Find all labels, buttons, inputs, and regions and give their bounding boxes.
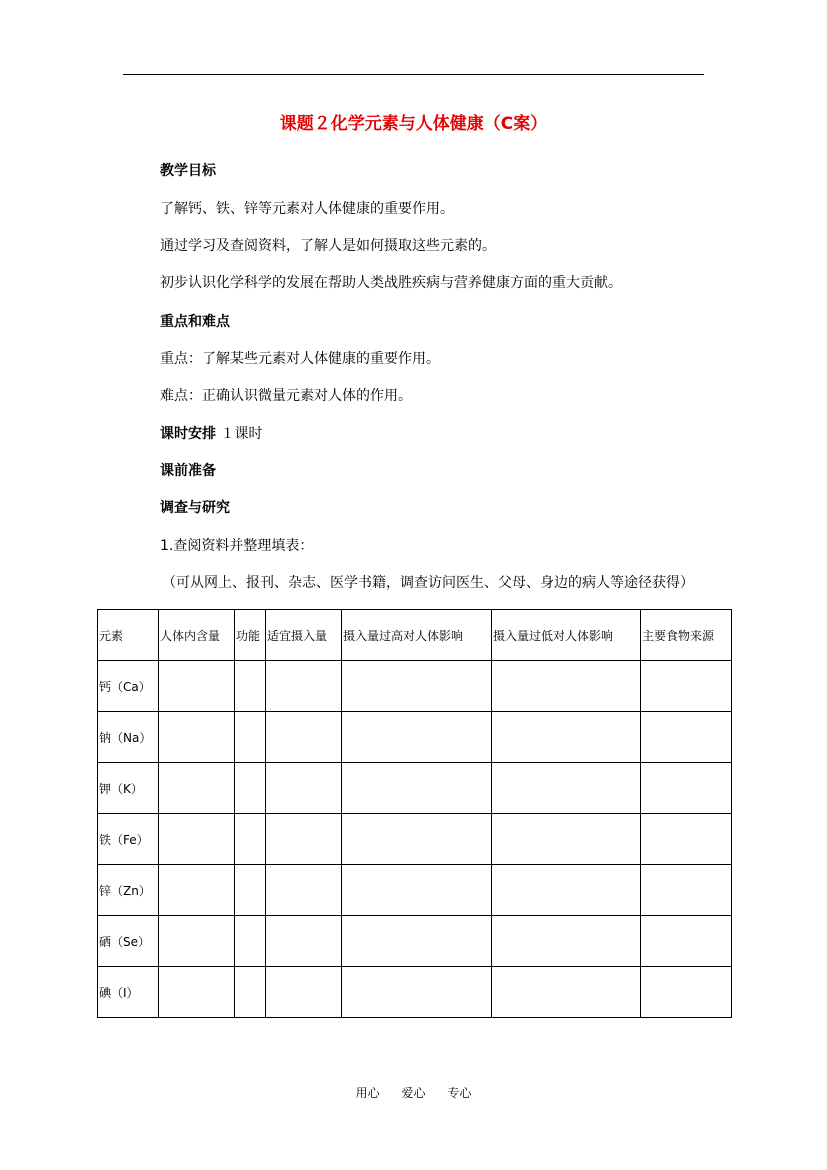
table-row [98,763,732,814]
element-cell: 铁（Fe） [98,814,159,865]
element-cell: 硒（Se） [98,916,159,967]
element-cell: 钙（Ca） [98,661,159,712]
blank-cell[interactable] [159,865,235,916]
objectives-heading: 教学目标 [160,163,216,179]
blank-cell[interactable] [235,865,266,916]
header-cell: 摄入量过高对人体影响 [342,610,492,661]
header-rule [123,74,704,75]
task-instruction: 1.查阅资料并整理填表： [160,538,314,554]
blank-cell[interactable] [492,916,641,967]
blank-cell[interactable] [235,967,266,1018]
element-cell: 钾（K） [98,763,159,814]
table-header-row [98,610,732,661]
objective-2: 通过学习及查阅资料，了解人是如何摄取这些元素的。 [160,238,496,254]
blank-cell[interactable] [235,814,266,865]
blank-cell[interactable] [641,712,732,763]
blank-cell[interactable] [492,763,641,814]
table-row [98,712,732,763]
footer-text: 专心 [447,1086,472,1100]
header-cell: 主要食物来源 [641,610,732,661]
blank-cell[interactable] [342,763,492,814]
footer-text: 用心 [355,1086,380,1100]
blank-cell[interactable] [492,712,641,763]
table-row [98,661,732,712]
header-cell: 元素 [98,610,159,661]
research-heading: 调查与研究 [160,500,230,516]
table-row [98,865,732,916]
schedule-line [160,425,262,443]
blank-cell[interactable] [641,763,732,814]
blank-cell[interactable] [159,916,235,967]
schedule-value: １课时 [220,426,263,442]
blank-cell[interactable] [235,661,266,712]
blank-cell[interactable] [266,763,342,814]
blank-cell[interactable] [641,916,732,967]
blank-cell[interactable] [641,661,732,712]
footer-text: 爱心 [401,1086,426,1100]
blank-cell[interactable] [159,763,235,814]
blank-cell[interactable] [492,967,641,1018]
header-cell: 功能 [235,610,266,661]
blank-cell[interactable] [342,967,492,1018]
blank-cell[interactable] [342,916,492,967]
element-cell: 钠（Na） [98,712,159,763]
blank-cell[interactable] [492,661,641,712]
blank-cell[interactable] [641,814,732,865]
blank-cell[interactable] [159,661,235,712]
table-row [98,916,732,967]
blank-cell[interactable] [266,865,342,916]
blank-cell[interactable] [342,661,492,712]
header-cell: 人体内含量 [159,610,235,661]
blank-cell[interactable] [235,712,266,763]
objective-3: 初步认识化学科学的发展在帮助人类战胜疾病与营养健康方面的重大贡献。 [160,275,622,291]
blank-cell[interactable] [492,814,641,865]
blank-cell[interactable] [266,712,342,763]
objective-1: 了解钙、铁、锌等元素对人体健康的重要作用。 [160,201,454,217]
blank-cell[interactable] [159,712,235,763]
blank-cell[interactable] [266,967,342,1018]
blank-cell[interactable] [342,712,492,763]
blank-cell[interactable] [266,814,342,865]
blank-cell[interactable] [641,967,732,1018]
element-table [97,609,732,1018]
blank-cell[interactable] [492,865,641,916]
blank-cell[interactable] [266,916,342,967]
blank-cell[interactable] [266,661,342,712]
page-footer [0,1085,827,1101]
blank-cell[interactable] [235,763,266,814]
key-point: 重点：了解某些元素对人体健康的重要作用。 [160,351,440,367]
blank-cell[interactable] [342,814,492,865]
blank-cell[interactable] [159,967,235,1018]
header-cell: 摄入量过低对人体影响 [492,610,641,661]
table-row [98,967,732,1018]
blank-cell[interactable] [641,865,732,916]
header-cell: 适宜摄入量 [266,610,342,661]
table-row [98,814,732,865]
element-cell: 锌（Zn） [98,865,159,916]
difficult-point: 难点：正确认识微量元素对人体的作用。 [160,388,412,404]
blank-cell[interactable] [159,814,235,865]
prep-heading: 课前准备 [160,463,216,479]
source-note: （可从网上、报刊、杂志、医学书籍，调查访问医生、父母、身边的病人等途径获得） [162,575,694,591]
document-title: 课题２化学元素与人体健康（C案） [279,114,548,134]
blank-cell[interactable] [342,865,492,916]
blank-cell[interactable] [235,916,266,967]
schedule-label: 课时安排 [160,426,216,442]
key-heading: 重点和难点 [160,314,230,330]
element-cell: 碘（I） [98,967,159,1018]
